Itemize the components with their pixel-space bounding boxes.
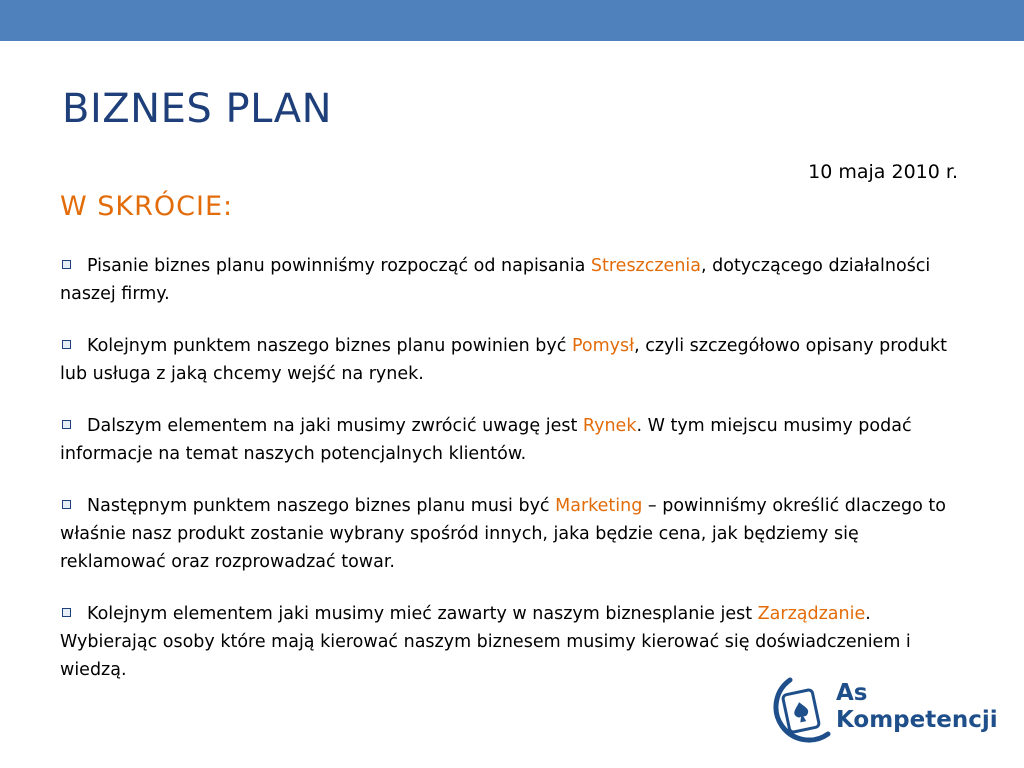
bullet-highlight: Streszczenia — [590, 256, 701, 276]
bullet-highlight: Marketing — [555, 496, 643, 516]
bullet-text: – powinniśmy określić dlaczego to właśnie nasz produkt zostanie wybrany spośród innych, jaka będzie cena, jak będziemy się reklamować oraz rozprowadzać towar. — [60, 496, 946, 572]
section-heading: W SKRÓCIE: — [60, 191, 234, 222]
square-bullet-icon — [62, 420, 71, 429]
bullet-text: , dotyczącego działalności naszej firmy. — [60, 256, 931, 304]
bullet-item — [60, 252, 960, 308]
bullet-highlight: Pomysł — [571, 336, 635, 356]
bullet-item — [60, 412, 960, 468]
logo-line-2: Kompetencji — [836, 707, 998, 733]
square-bullet-icon — [62, 608, 71, 617]
top-accent-bar — [0, 0, 1024, 41]
square-bullet-icon — [62, 260, 71, 269]
bullet-text: . W tym miejscu musimy podać informacje na temat naszych potencjalnych klientów. — [60, 416, 912, 464]
bullet-text: Kolejnym punktem naszego biznes planu powinien być — [87, 336, 572, 356]
spade-card-icon — [776, 680, 828, 740]
square-bullet-icon — [62, 340, 71, 349]
bullet-highlight: Zarządzanie — [757, 604, 866, 624]
slide-date: 10 maja 2010 r. — [808, 161, 958, 183]
bullet-list — [60, 252, 960, 708]
logo-line-1: As — [836, 680, 868, 706]
bullet-highlight: Rynek — [582, 416, 637, 436]
bullet-text: Następnym punktem naszego biznes planu musi być — [87, 496, 556, 516]
bullet-item — [60, 332, 960, 388]
bullet-text: , czyli szczegółowo opisany produkt lub usługa z jaką chcemy wejść na rynek. — [60, 336, 947, 384]
logo-wordmark — [836, 680, 998, 734]
slide-title: BIZNES PLAN — [62, 86, 333, 132]
bullet-item — [60, 492, 960, 576]
bullet-text: . Wybierając osoby które mają kierować naszym biznesem musimy kierować się doświadczeniem i wiedzą. — [60, 604, 911, 680]
bullet-text: Pisanie biznes planu powinniśmy rozpocząć od napisania — [87, 256, 591, 276]
bullet-text: Dalszym elementem na jaki musimy zwrócić uwagę jest — [87, 416, 583, 436]
bullet-text: Kolejnym elementem jaki musimy mieć zawarty w naszym biznesplanie jest — [87, 604, 758, 624]
square-bullet-icon — [62, 500, 71, 509]
